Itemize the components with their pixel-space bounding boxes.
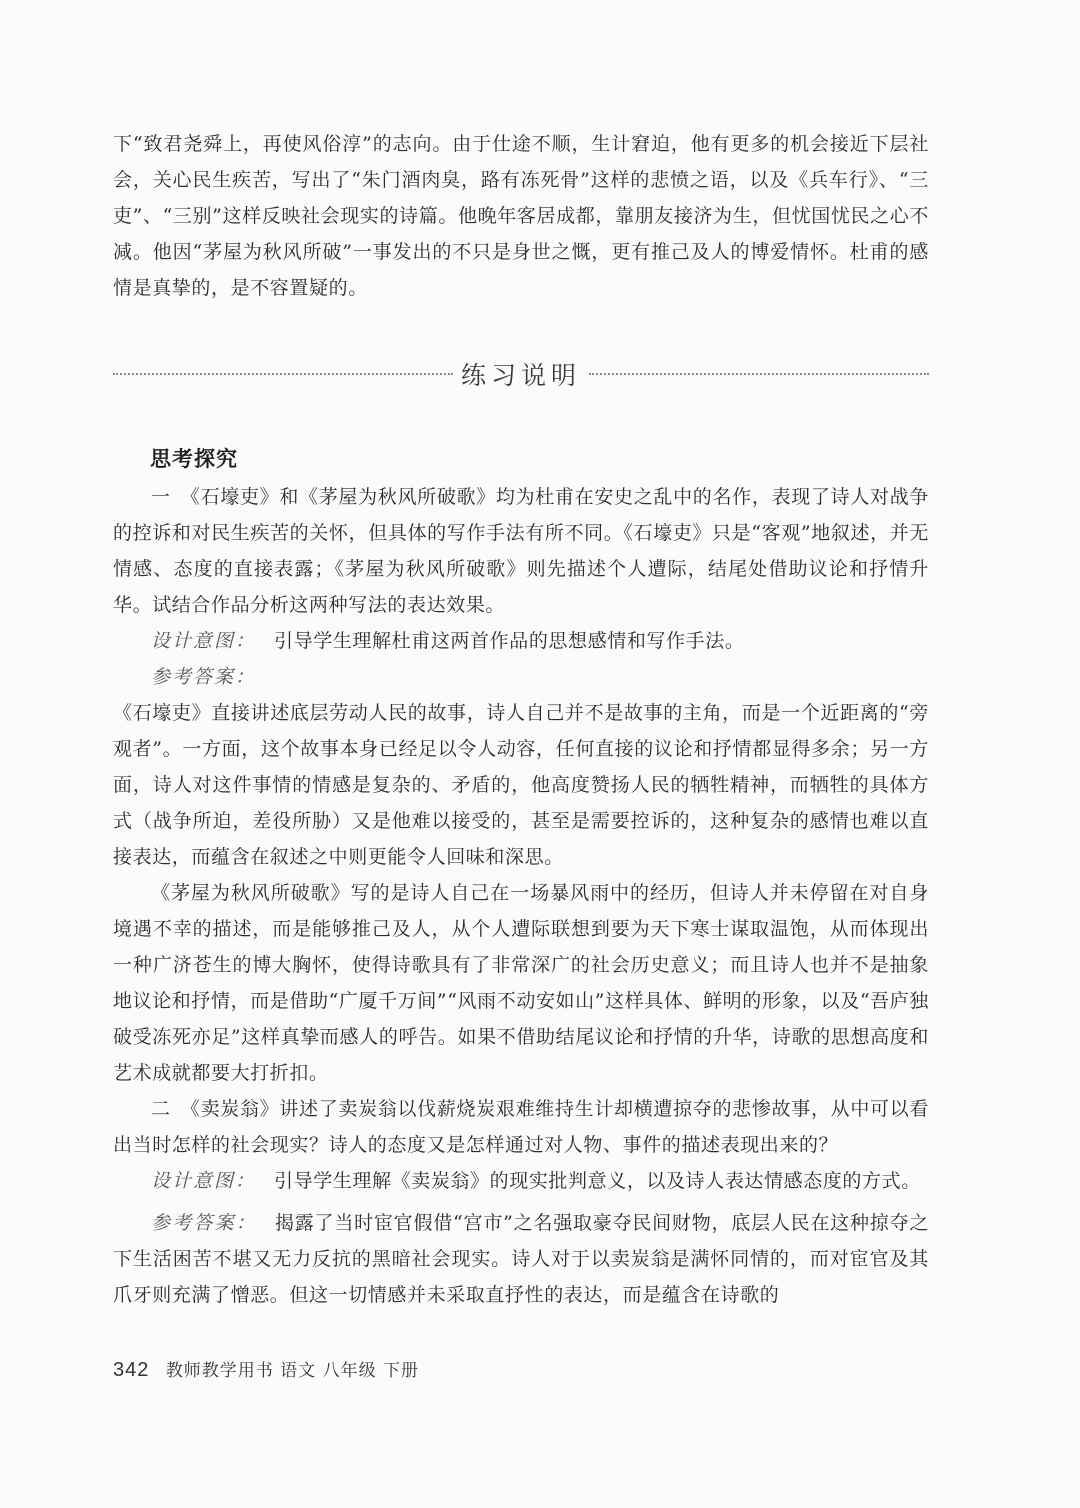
design-intent-text: 引导学生理解《卖炭翁》的现实批判意义，以及诗人表达情感态度的方式。: [274, 1170, 921, 1192]
answer-label: 参考答案：: [151, 1212, 257, 1234]
divider-right-dotted-line: [589, 373, 929, 375]
intro-paragraph: 下“致君尧舜上，再使风俗淳”的志向。由于仕途不顺，生计窘迫，他有更多的机会接近下层社会，关心民生疾苦，写出了“朱门酒肉臭，路有冻死骨”这样的悲愤之语，以及《兵车行》、“三吏”、“三别”这样反映社会现实的诗篇。他晚年客居成都，靠朋友接济为生，但忧国忧民之心不减。他因“茅屋为秋风所破”一事发出的不只是身世之慨，更有推己及人的博爱情怀。杜甫的感情是真挚的，是不容置疑的。: [113, 133, 929, 299]
exercise-content: [113, 479, 929, 1313]
section-divider: [113, 352, 929, 396]
question-2: 二 《卖炭翁》讲述了卖炭翁以伐薪烧炭艰难维持生计却横遭掠夺的悲惨故事，从中可以看出当时怎样的社会现实？诗人的态度又是怎样通过对人物、事件的描述表现出来的？: [113, 1098, 929, 1156]
design-intent-label: 设计意图：: [151, 1170, 257, 1192]
design-intent-label: 设计意图：: [151, 630, 257, 652]
question-1: 一 《石壕吏》和《茅屋为秋风所破歌》均为杜甫在安史之乱中的名作，表现了诗人对战争的控诉和对民生疾苦的关怀，但具体的写作手法有所不同。《石壕吏》只是“客观”地叙述，并无情感、态度的直接表露；《茅屋为秋风所破歌》则先描述个人遭际，结尾处借助议论和抒情升华。试结合作品分析这两种写法的表达效果。: [113, 486, 929, 616]
page-footer: [113, 1356, 419, 1382]
section-heading: 思考探究: [150, 446, 238, 471]
page-number: 342: [113, 1359, 150, 1381]
q2-answer: [113, 1205, 929, 1313]
q1-answer-label-line: [113, 659, 929, 695]
book-info: 教师教学用书 语文 八年级 下册: [165, 1361, 419, 1381]
design-intent-text: 引导学生理解杜甫这两首作品的思想感情和写作手法。: [274, 630, 745, 652]
q1-design-intent: [113, 623, 929, 659]
answer-label: 参考答案：: [151, 666, 257, 688]
q2-design-intent: [113, 1163, 929, 1199]
answer-text: 揭露了当时宦官假借“宫市”之名强取豪夺民间财物，底层人民在这种掠夺之下生活困苦不堪又无力反抗的黑暗社会现实。诗人对于以卖炭翁是满怀同情的，而对宦官及其爪牙则充满了憎恶。但这一切情感并未采取直抒性的表达，而是蕴含在诗歌的: [113, 1212, 929, 1306]
divider-left-dotted-line: [113, 373, 453, 375]
intro-section: [113, 126, 929, 306]
q1-answer-paragraph-1: 《石壕吏》直接讲述底层劳动人民的故事，诗人自己并不是故事的主角，而是一个近距离的“旁观者”。一方面，这个故事本身已经足以令人动容，任何直接的议论和抒情都显得多余；另一方面，诗人对这件事情的情感是复杂的、矛盾的，他高度赞扬人民的牺牲精神，而牺牲的具体方式（战争所迫，差役所胁）又是他难以接受的，甚至是需要控诉的，这种复杂的感情也难以直接表达，而蕴含在叙述之中则更能令人回味和深思。: [113, 702, 929, 868]
section-title: 练习说明: [460, 361, 581, 390]
q1-answer-paragraph-2: 《茅屋为秋风所破歌》写的是诗人自己在一场暴风雨中的经历，但诗人并未停留在对自身境遇不幸的描述，而是能够推己及人，从个人遭际联想到要为天下寒士谋取温饱，从而体现出一种广济苍生的博大胸怀，使得诗歌具有了非常深广的社会历史意义；而且诗人也并不是抽象地议论和抒情，而是借助“广厦千万间”“风雨不动安如山”这样具体、鲜明的形象，以及“吾庐独破受冻死亦足”这样真挚而感人的呼告。如果不借助结尾议论和抒情的升华，诗歌的思想高度和艺术成就都要大打折扣。: [113, 882, 929, 1084]
